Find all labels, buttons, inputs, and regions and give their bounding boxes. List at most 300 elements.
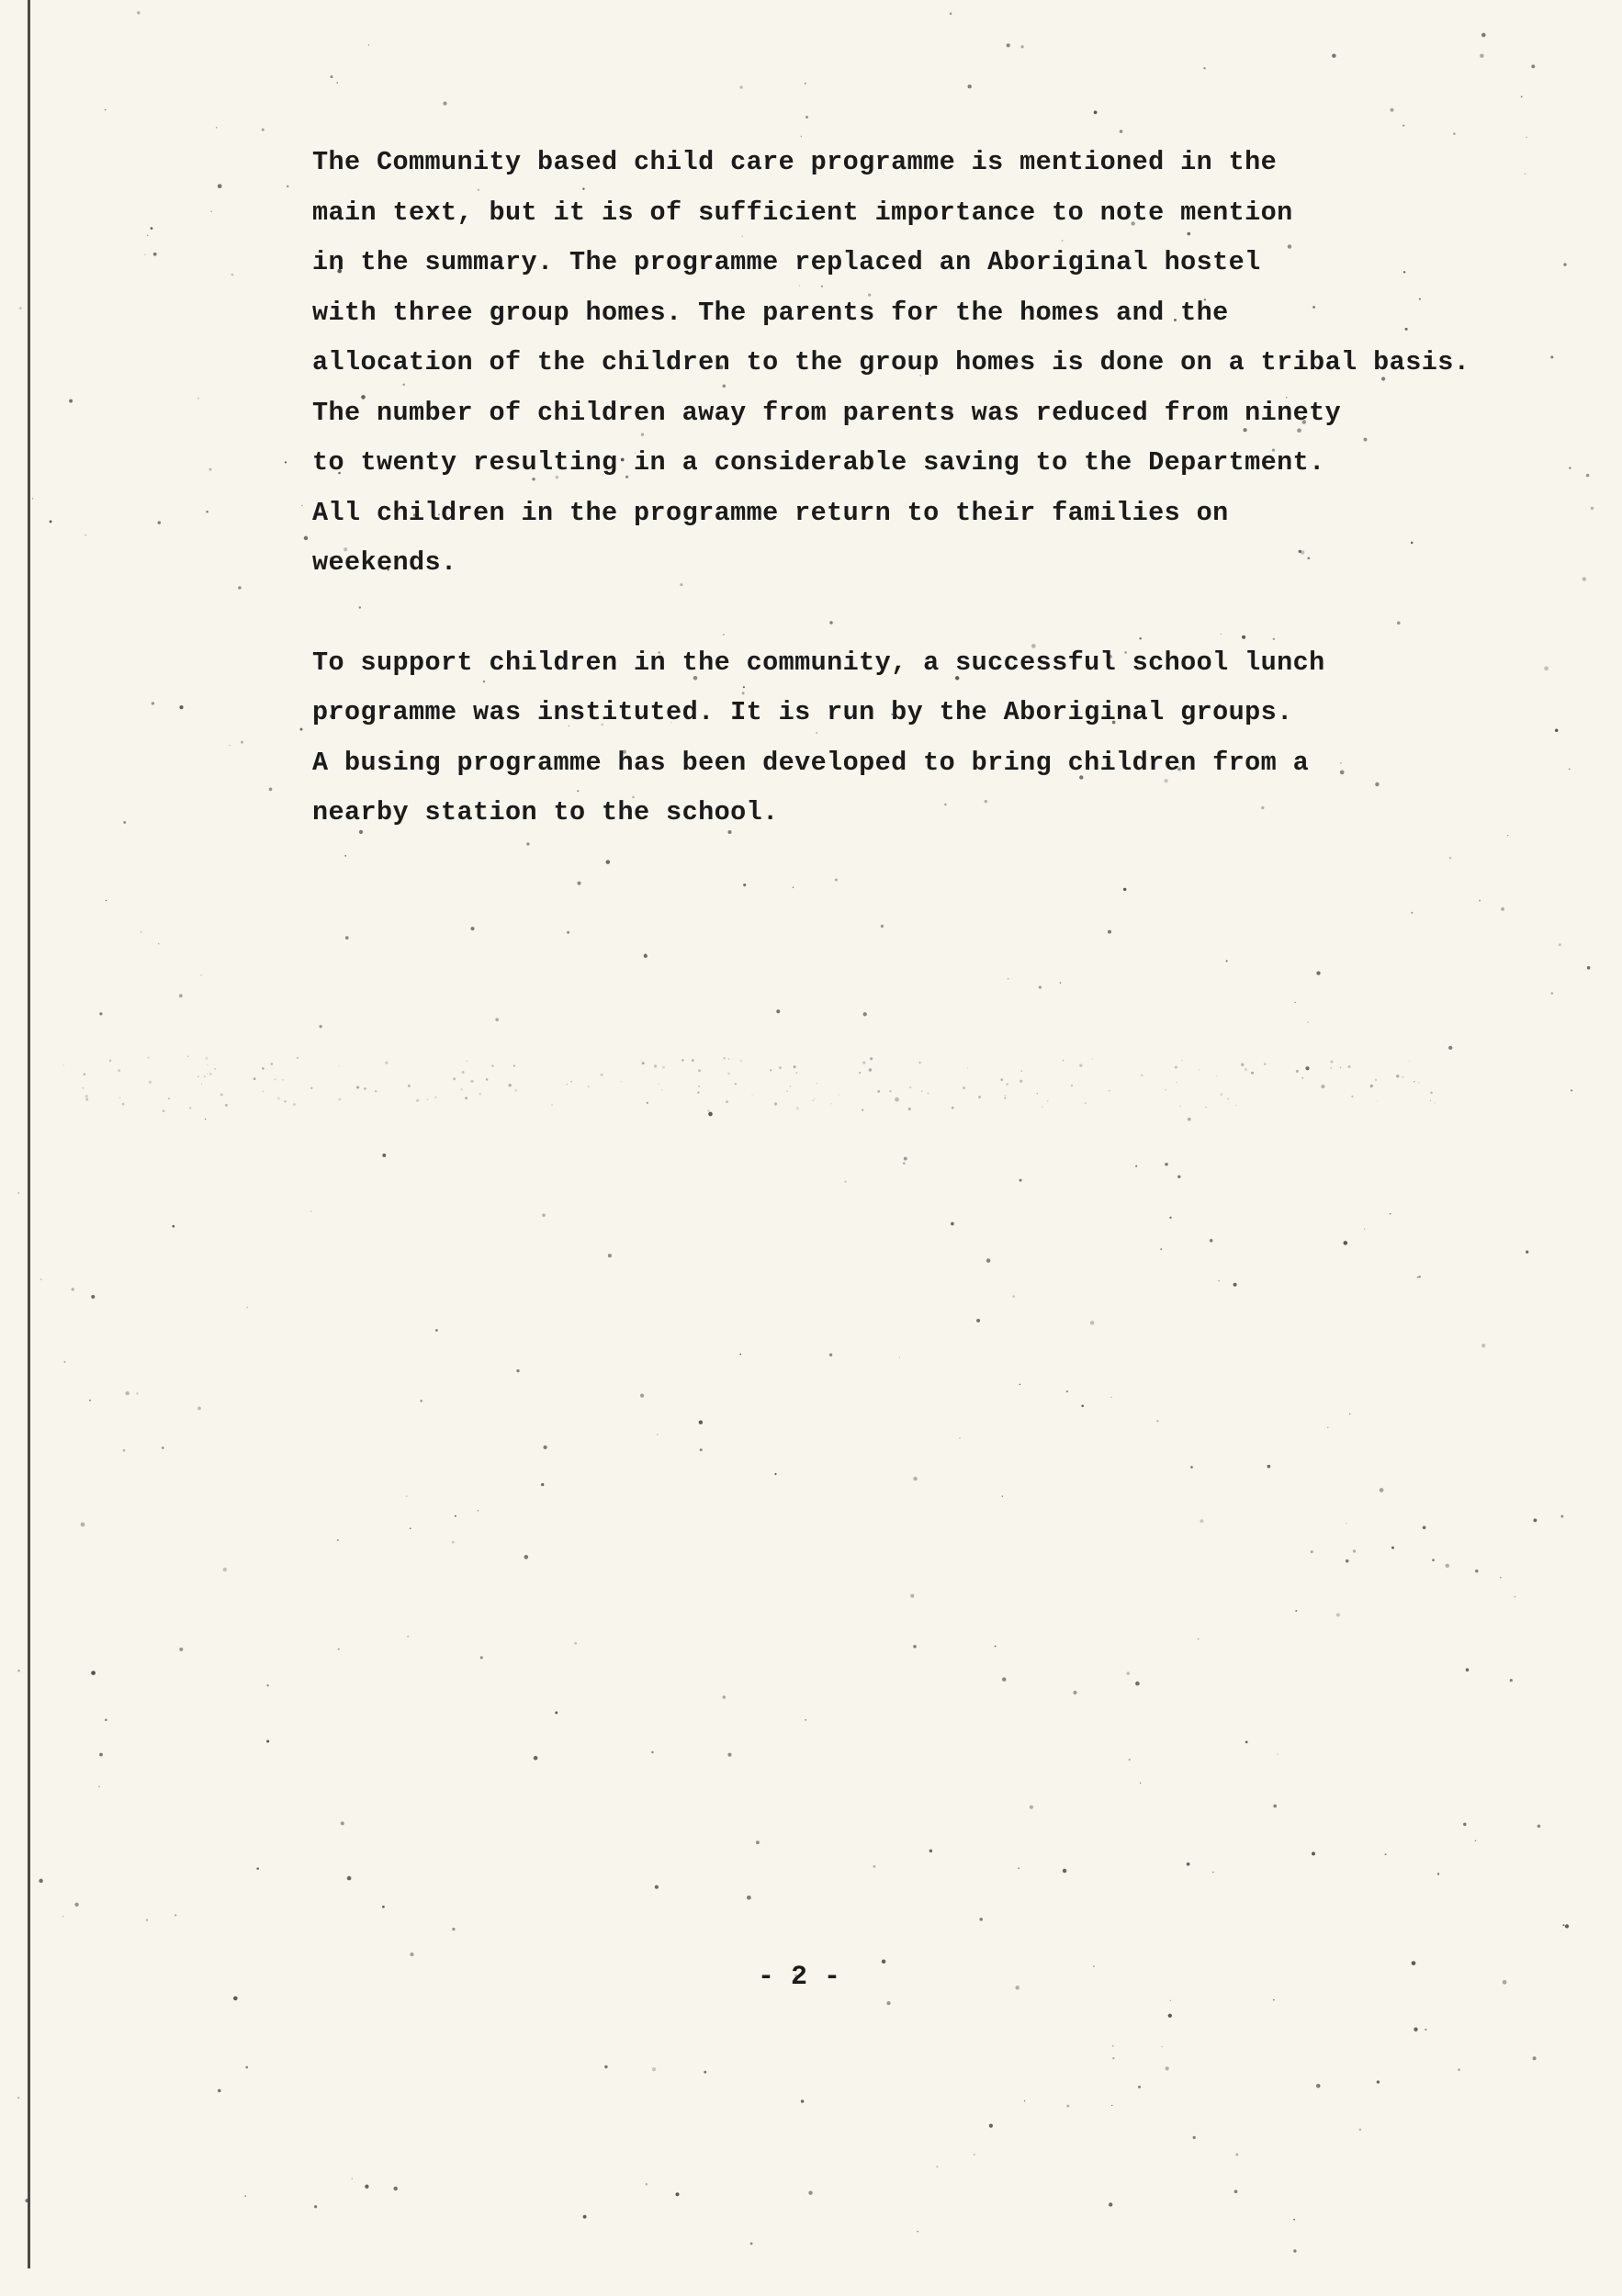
paper-speck: [1316, 971, 1320, 974]
smudge-speck: [1251, 1072, 1254, 1075]
paper-speck: [1533, 2056, 1537, 2060]
smudge-speck: [727, 1072, 730, 1075]
paper-speck: [179, 705, 183, 709]
paper-speck: [269, 788, 273, 792]
paper-speck: [1533, 1518, 1537, 1522]
paper-speck: [657, 1434, 658, 1435]
paper-speck: [1177, 1176, 1180, 1178]
smudge-speck: [1141, 1075, 1143, 1076]
paper-speck: [256, 1867, 259, 1870]
paper-speck: [266, 1684, 268, 1686]
smudge-speck: [1019, 1080, 1022, 1083]
paper-speck: [1385, 1853, 1387, 1855]
smudge-speck: [814, 1098, 815, 1099]
smudge-speck: [1000, 1078, 1003, 1081]
paper-speck: [310, 1210, 312, 1212]
paper-speck: [410, 1953, 413, 1956]
paper-speck: [1569, 769, 1571, 771]
smudge-speck: [654, 1064, 657, 1067]
paper-speck: [455, 1515, 456, 1517]
smudge-speck: [1004, 1095, 1006, 1097]
smudge-speck: [1216, 1075, 1217, 1076]
paper-speck: [1466, 1668, 1470, 1671]
paper-speck: [976, 1319, 980, 1322]
paper-speck: [1332, 53, 1335, 57]
paper-speck: [1081, 1404, 1084, 1407]
paper-speck: [314, 2205, 317, 2208]
paper-speck: [382, 1154, 386, 1157]
paper-speck: [534, 1756, 538, 1761]
smudge-speck: [963, 1086, 965, 1089]
paper-speck: [651, 1751, 654, 1754]
paper-speck: [1510, 1679, 1513, 1682]
paper-speck: [675, 2192, 679, 2196]
paper-speck: [1583, 577, 1586, 580]
paper-speck: [147, 235, 148, 236]
paper-speck: [1021, 45, 1024, 48]
smudge-speck: [491, 1065, 493, 1067]
paper-speck: [1019, 1179, 1022, 1182]
paper-speck: [1293, 2249, 1296, 2252]
paper-speck: [1060, 982, 1061, 983]
paper-speck: [99, 1012, 102, 1015]
smudge-speck: [253, 1077, 256, 1080]
smudge-speck: [642, 1062, 645, 1064]
paper-speck: [91, 1671, 96, 1675]
paper-speck: [337, 1539, 339, 1541]
smudge-speck: [1241, 1064, 1244, 1066]
text-line: main text, but it is of sufficient importance to note mention: [312, 197, 1293, 228]
paper-speck: [646, 2183, 648, 2186]
smudge-speck: [1430, 1092, 1432, 1094]
paper-speck: [974, 2154, 975, 2155]
paper-speck: [882, 1960, 886, 1964]
paper-speck: [1111, 2105, 1112, 2106]
paper-speck: [241, 741, 243, 744]
paper-speck: [106, 900, 107, 901]
smudge-speck: [794, 1065, 796, 1068]
paragraph-2: [312, 638, 1525, 838]
paper-speck: [62, 1916, 64, 1918]
paper-speck: [218, 184, 222, 188]
text-line: to twenty resulting in a considerable saving to the Department.: [312, 447, 1325, 478]
smudge-speck: [205, 1057, 208, 1060]
paper-speck: [1364, 1229, 1365, 1230]
paper-speck: [1002, 1677, 1006, 1681]
smudge-speck: [1004, 1097, 1006, 1099]
text-line: programme was instituted. It is run by the Aboriginal groups.: [312, 697, 1293, 727]
smudge-speck: [514, 1089, 517, 1092]
paper-speck: [526, 842, 529, 845]
paper-speck: [1448, 1046, 1452, 1050]
paper-speck: [1411, 912, 1413, 914]
paper-speck: [1169, 1217, 1171, 1219]
paper-speck: [1218, 1280, 1219, 1281]
smudge-speck: [385, 1062, 388, 1064]
smudge-speck: [812, 1099, 814, 1101]
smudge-speck: [1396, 1075, 1399, 1077]
paper-speck: [1353, 1549, 1356, 1552]
smudge-speck: [408, 1085, 411, 1087]
paper-speck: [471, 927, 475, 930]
smudge-speck: [209, 1073, 212, 1075]
smudge-speck: [274, 1078, 276, 1080]
paper-speck: [805, 83, 806, 84]
paper-speck: [1336, 1613, 1340, 1616]
paper-speck: [1190, 1466, 1193, 1469]
paper-speck: [739, 1354, 741, 1356]
paper-speck: [704, 2071, 706, 2074]
smudge-speck: [310, 1087, 312, 1089]
paper-speck: [541, 1483, 544, 1486]
smudge-speck: [1375, 1079, 1377, 1081]
paper-speck: [929, 1850, 932, 1852]
paper-speck: [1294, 1002, 1295, 1003]
paper-speck: [1210, 1239, 1213, 1243]
paper-speck: [756, 1840, 760, 1844]
paper-speck: [652, 2067, 656, 2071]
paper-speck: [577, 882, 580, 885]
paper-speck: [99, 1753, 103, 1757]
smudge-speck: [149, 1081, 152, 1084]
smudge-speck: [356, 1086, 359, 1088]
paper-speck: [1544, 666, 1549, 670]
paper-speck: [1234, 2189, 1238, 2193]
smudge-speck: [197, 1076, 199, 1078]
smudge-speck: [462, 1071, 465, 1074]
paper-speck: [126, 1391, 130, 1395]
paper-speck: [567, 931, 569, 934]
paper-speck: [382, 1906, 385, 1908]
paper-speck: [1412, 1961, 1416, 1965]
paper-speck: [913, 1645, 917, 1649]
paper-speck: [1187, 1863, 1190, 1866]
paper-speck: [1160, 1248, 1162, 1250]
paper-speck: [1235, 2154, 1238, 2156]
smudge-speck: [1370, 1085, 1373, 1087]
smudge-speck: [204, 1075, 206, 1077]
smudge-speck: [1165, 1089, 1166, 1091]
paper-speck: [913, 1477, 917, 1480]
paper-speck: [700, 1448, 703, 1451]
text-line: with three group homes. The parents for the homes and the: [312, 297, 1229, 328]
paper-speck: [162, 1446, 164, 1449]
smudge-speck: [1079, 1064, 1082, 1067]
paper-speck: [341, 1821, 344, 1825]
paper-speck: [152, 702, 154, 704]
paper-speck: [699, 1420, 703, 1424]
paper-speck: [266, 1739, 269, 1742]
paper-speck: [220, 1093, 223, 1096]
paper-speck: [1312, 1851, 1315, 1855]
smudge-speck: [189, 1107, 191, 1109]
smudge-speck: [293, 1103, 296, 1106]
paper-speck: [1571, 1089, 1572, 1091]
paper-speck: [655, 1885, 659, 1889]
smudge-speck: [698, 1069, 701, 1072]
smudge-speck: [770, 1069, 772, 1071]
smudge-speck: [1235, 1105, 1236, 1106]
paper-speck: [17, 1670, 20, 1672]
paper-speck: [344, 855, 346, 857]
paper-speck: [287, 186, 288, 187]
smudge-speck: [460, 1088, 463, 1091]
paper-speck: [989, 2124, 993, 2128]
paper-speck: [368, 44, 369, 45]
smudge-speck: [1301, 1077, 1303, 1079]
paper-speck: [886, 2001, 890, 2005]
smudge-speck: [109, 1059, 112, 1062]
text-line: The number of children away from parents was reduced from ninety: [312, 397, 1342, 428]
paper-speck: [979, 1918, 983, 1921]
paper-speck: [105, 1719, 107, 1722]
paper-speck: [543, 1446, 546, 1449]
paper-speck: [1295, 1610, 1297, 1612]
smudge-speck: [453, 1077, 456, 1080]
paper-speck: [480, 1656, 483, 1659]
smudge-speck: [1092, 1059, 1093, 1060]
smudge-speck: [1175, 1066, 1177, 1069]
paper-speck: [1380, 1488, 1384, 1492]
paper-speck: [495, 1018, 499, 1021]
smudge-speck: [658, 1084, 659, 1085]
smudge-speck: [723, 1057, 725, 1059]
paper-speck: [903, 1162, 906, 1165]
smudge-speck: [1351, 1096, 1353, 1097]
paper-speck: [105, 109, 107, 111]
paper-speck: [1377, 2080, 1380, 2083]
smudge-speck: [779, 1066, 782, 1069]
paper-speck: [69, 400, 73, 403]
paper-speck: [144, 254, 146, 256]
paper-speck: [72, 1288, 74, 1290]
paper-speck: [1500, 1577, 1502, 1579]
paper-speck: [141, 931, 142, 933]
paper-speck: [1090, 1321, 1095, 1325]
paper-speck: [524, 1555, 529, 1559]
smudge-speck: [1071, 1085, 1073, 1086]
smudge-speck: [830, 1103, 832, 1105]
paper-speck: [407, 1636, 409, 1638]
smudge-speck: [928, 1093, 929, 1095]
paper-speck: [1226, 960, 1228, 962]
smudge-speck: [1179, 1106, 1181, 1108]
paper-speck: [1073, 1691, 1076, 1694]
smudge-speck: [1085, 1102, 1087, 1104]
paper-speck: [1531, 64, 1535, 68]
paper-speck: [1344, 1241, 1348, 1245]
paper-speck: [1563, 263, 1566, 265]
smudge-speck: [470, 1080, 473, 1083]
paper-speck: [747, 1896, 751, 1900]
paper-speck: [1503, 1980, 1507, 1985]
smudge-speck: [1245, 1068, 1247, 1071]
paper-speck: [1166, 2066, 1169, 2070]
paper-speck: [708, 1112, 713, 1117]
paper-speck: [1135, 1682, 1140, 1686]
smudge-speck: [1264, 1063, 1267, 1065]
paper-speck: [1094, 111, 1098, 115]
smudge-speck: [282, 1079, 284, 1081]
paper-speck: [1481, 1344, 1485, 1347]
paper-speck: [19, 307, 22, 310]
paper-speck: [805, 116, 808, 118]
paper-speck: [1538, 1825, 1541, 1829]
smudge-speck: [1402, 1076, 1403, 1078]
smudge-speck: [751, 1095, 752, 1096]
paper-speck: [1349, 1413, 1351, 1415]
paper-speck: [300, 728, 303, 731]
smudge-speck: [1331, 1067, 1332, 1068]
smudge-speck: [859, 1072, 861, 1074]
paper-speck: [1316, 2084, 1320, 2088]
paper-speck: [1391, 108, 1394, 112]
smudge-speck: [147, 1056, 149, 1058]
paper-speck: [1359, 2128, 1362, 2131]
smudge-speck: [1296, 1070, 1299, 1073]
paper-speck: [723, 1695, 727, 1699]
paper-speck: [230, 745, 231, 746]
paper-speck: [1418, 1276, 1420, 1277]
paper-speck: [91, 1295, 95, 1299]
smudge-speck: [1042, 1107, 1043, 1109]
smudge-speck: [225, 1104, 228, 1107]
paper-speck: [233, 1997, 238, 2001]
smudge-speck: [647, 1102, 648, 1104]
paper-speck: [555, 1711, 558, 1714]
paper-speck: [1012, 1295, 1015, 1298]
smudge-speck: [207, 1073, 208, 1075]
paper-speck: [151, 227, 153, 230]
paper-speck: [801, 136, 802, 137]
paper-speck: [1233, 1283, 1237, 1287]
smudge-speck: [726, 1100, 728, 1103]
paper-speck: [179, 994, 183, 997]
paper-speck: [410, 1527, 411, 1529]
paper-speck: [1138, 2086, 1141, 2088]
paper-speck: [844, 1180, 846, 1182]
paper-speck: [1203, 67, 1205, 69]
paper-speck: [881, 925, 884, 928]
paper-speck: [1002, 1495, 1003, 1496]
smudge-speck: [122, 1103, 125, 1106]
paper-speck: [1170, 2000, 1171, 2001]
paper-speck: [1346, 1559, 1349, 1563]
paper-speck: [209, 468, 212, 471]
paper-speck: [604, 2065, 607, 2068]
paper-speck: [32, 498, 33, 499]
smudge-speck: [85, 1095, 88, 1097]
smudge-speck: [952, 1107, 954, 1109]
paper-speck: [995, 1646, 997, 1648]
paper-speck: [1481, 33, 1486, 38]
paper-speck: [1562, 1924, 1564, 1926]
paper-speck: [1449, 857, 1452, 860]
paper-speck: [516, 1369, 519, 1372]
paper-speck: [1245, 1741, 1248, 1744]
paper-speck: [210, 211, 211, 212]
paper-speck: [743, 884, 746, 886]
body-text: [312, 138, 1525, 838]
paper-speck: [1391, 1547, 1394, 1549]
paper-speck: [1514, 1596, 1515, 1598]
paper-speck: [1437, 1873, 1439, 1874]
paper-speck: [1307, 1021, 1309, 1023]
smudge-speck: [1006, 1083, 1008, 1086]
paper-speck: [640, 1393, 644, 1397]
paper-speck: [246, 1307, 248, 1309]
smudge-speck: [277, 1097, 280, 1099]
paper-speck: [25, 2199, 28, 2202]
paper-speck: [1277, 1753, 1278, 1754]
paper-speck: [1008, 978, 1009, 980]
paper-speck: [1019, 1384, 1021, 1386]
paper-speck: [1501, 907, 1504, 911]
smudge-speck: [207, 1064, 208, 1065]
paper-speck: [1559, 943, 1561, 946]
paper-speck: [123, 821, 126, 824]
text-line: nearby station to the school.: [312, 797, 779, 827]
smudge-speck: [479, 1093, 481, 1096]
smudge-speck: [978, 1096, 981, 1098]
paper-speck: [197, 398, 199, 400]
smudge-speck: [1021, 1070, 1022, 1071]
paper-speck: [1526, 1251, 1528, 1254]
paper-speck: [1267, 1465, 1271, 1469]
smudge-speck: [1063, 1060, 1064, 1062]
paper-speck: [18, 1192, 19, 1193]
text-line: in the summary. The programme replaced an Aboriginal hostel: [312, 247, 1261, 277]
smudge-speck: [735, 1083, 737, 1085]
paper-speck: [153, 253, 157, 256]
paper-speck: [179, 1648, 183, 1651]
smudge-speck: [1181, 1060, 1183, 1062]
smudge-speck: [1414, 1081, 1415, 1083]
smudge-speck: [1348, 1065, 1351, 1068]
smudge-speck: [601, 1074, 603, 1076]
smudge-speck: [1199, 1069, 1200, 1070]
text-line: The Community based child care programme is mentioned in the: [312, 147, 1278, 177]
paper-speck: [406, 1495, 408, 1497]
paper-speck: [608, 1254, 612, 1257]
paper-speck: [1521, 96, 1523, 97]
smudge-speck: [921, 1091, 922, 1092]
smudge-speck: [889, 1090, 891, 1092]
smudge-speck: [187, 1055, 189, 1057]
smudge-speck: [1331, 1061, 1334, 1064]
paper-speck: [1200, 1519, 1204, 1523]
paper-speck: [175, 1914, 176, 1916]
smudge-speck: [661, 1089, 662, 1090]
paper-speck: [606, 860, 611, 864]
paper-speck: [1417, 1277, 1419, 1278]
smudge-speck: [214, 1068, 216, 1070]
paper-speck: [1162, 2046, 1163, 2047]
paper-speck: [319, 1025, 321, 1028]
paper-speck: [950, 12, 952, 15]
smudge-speck: [465, 1097, 467, 1099]
smudge-speck: [551, 1104, 553, 1106]
paper-speck: [1273, 1999, 1275, 2001]
paper-speck: [1321, 1085, 1324, 1088]
paper-speck: [1007, 43, 1010, 47]
paper-speck: [1039, 985, 1042, 988]
paper-speck: [1414, 2028, 1417, 2032]
paper-speck: [1560, 1515, 1563, 1518]
smudge-speck: [513, 1065, 515, 1067]
paper-speck: [1423, 1525, 1426, 1529]
paper-speck: [895, 1097, 899, 1102]
